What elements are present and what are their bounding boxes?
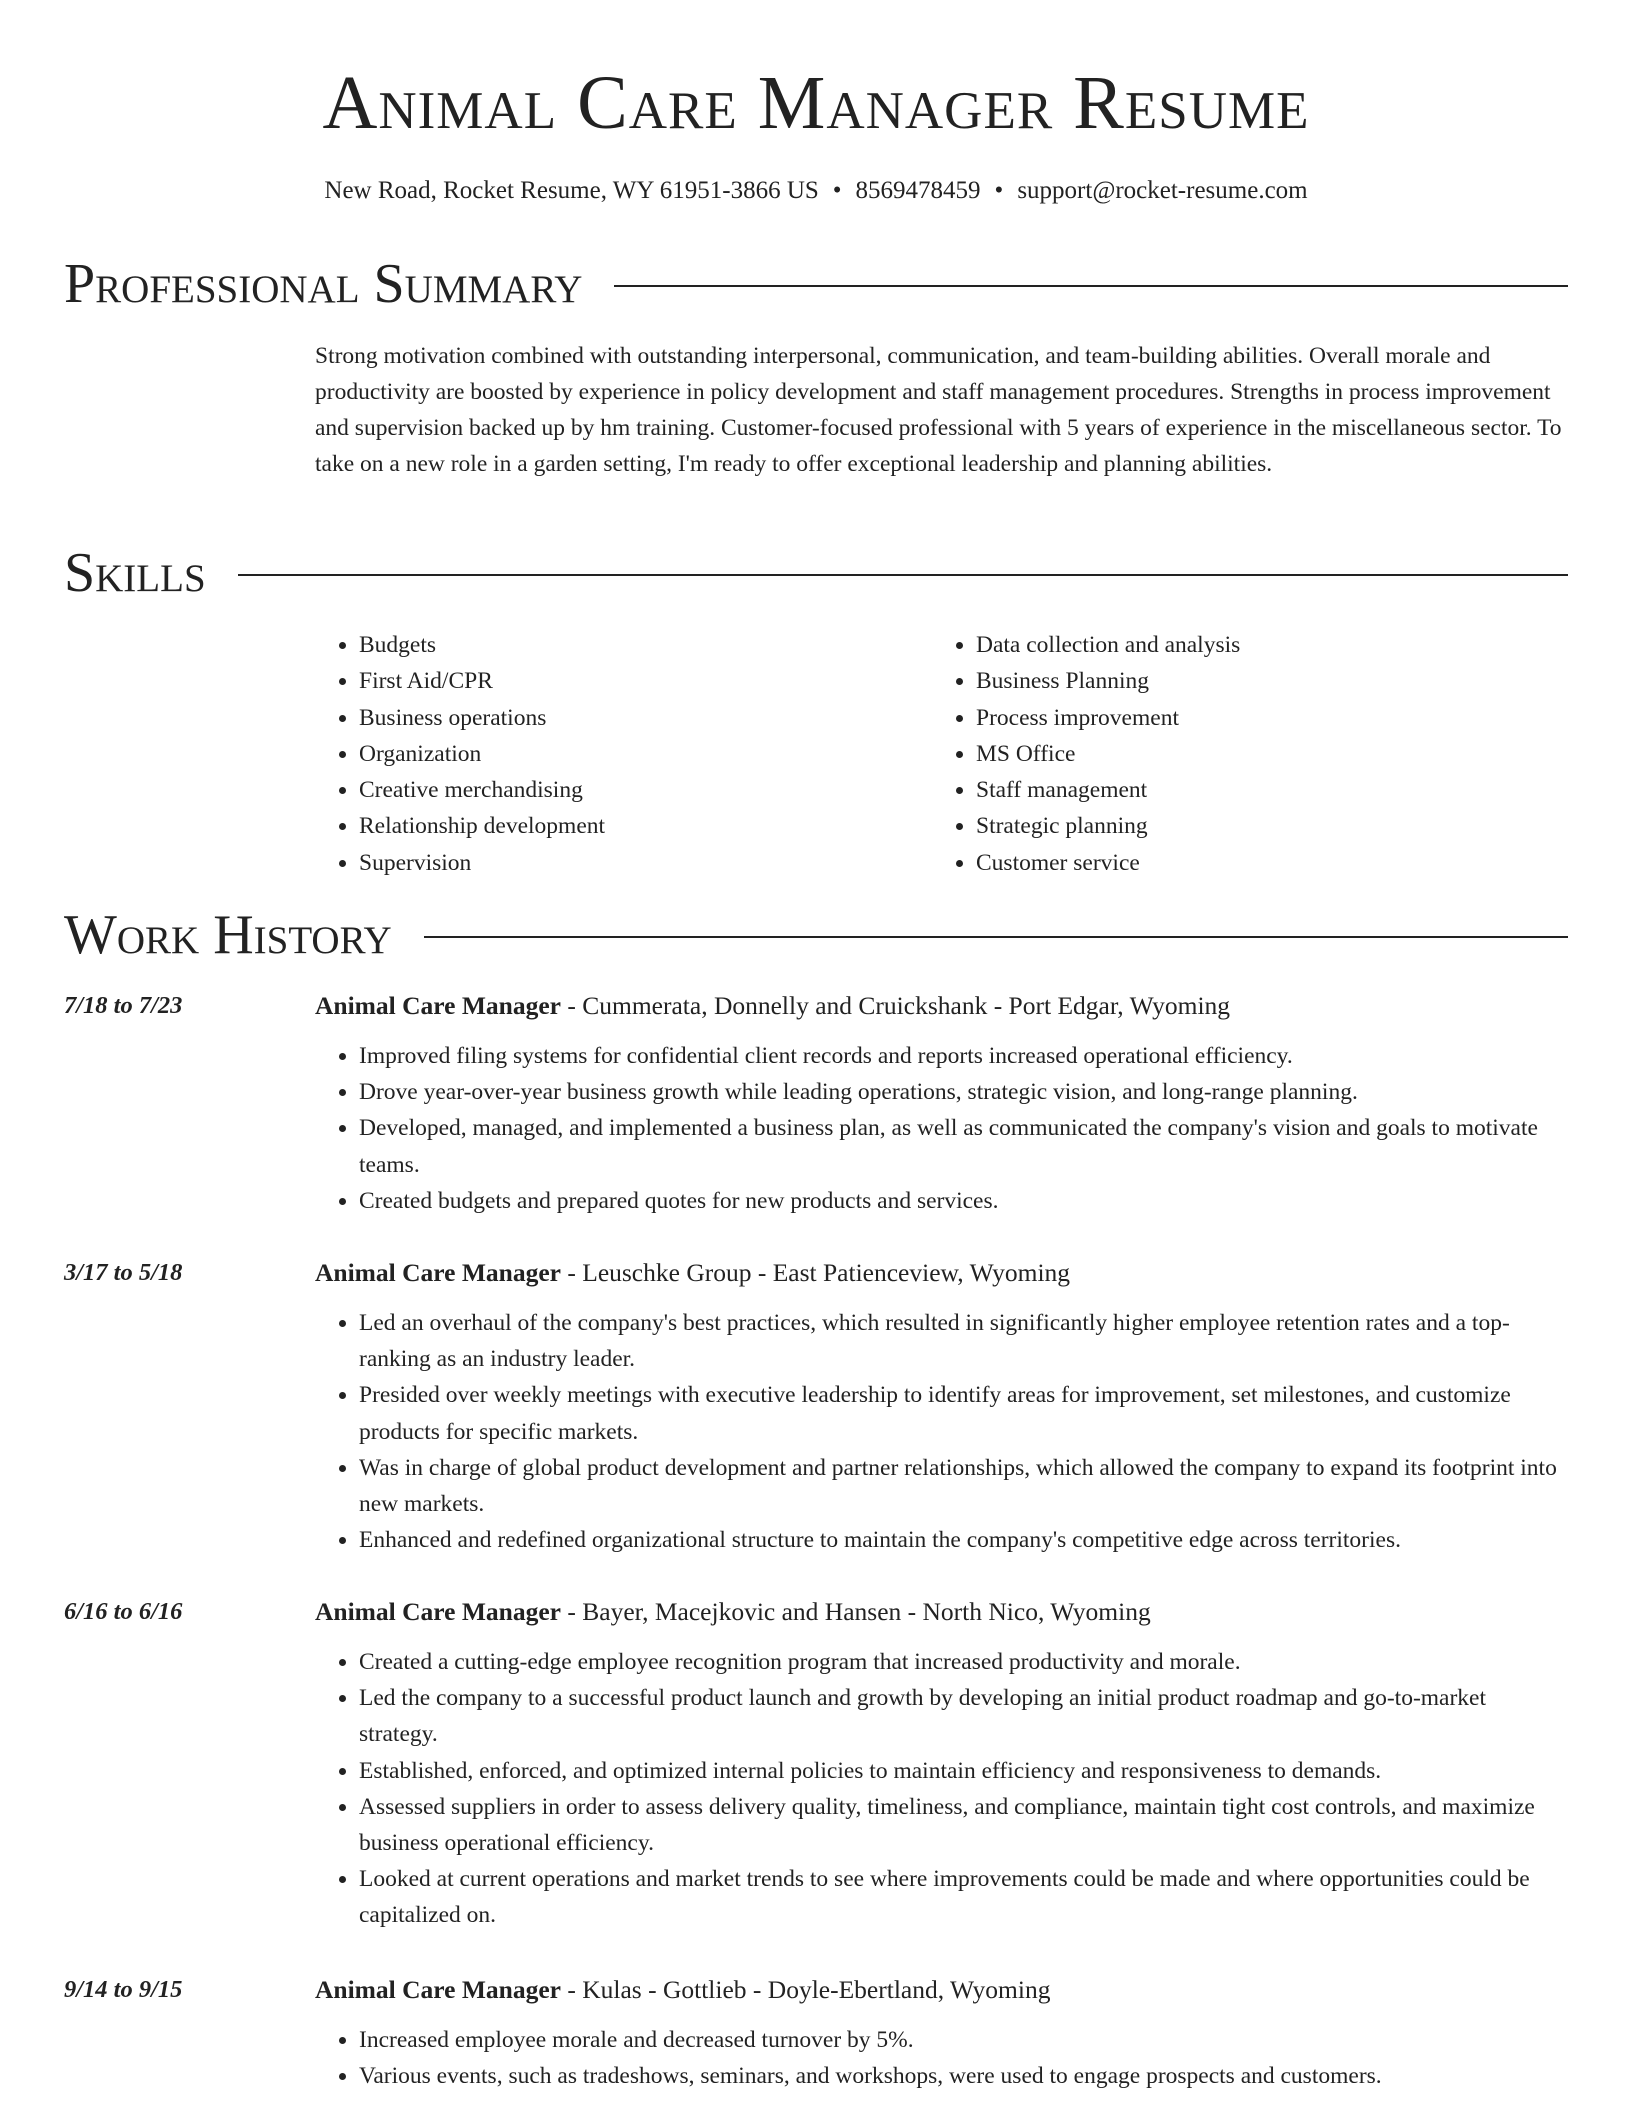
job-employer-location: - Kulas - Gottlieb - Doyle-Ebertland, Wyoming: [561, 1975, 1051, 2004]
skill-item: • Data collection and analysis: [976, 627, 1549, 663]
job-dates: 9/14 to 9/15: [64, 1976, 183, 2003]
skills-section-header: [64, 541, 1568, 605]
skill-item: • Organization: [359, 736, 932, 772]
job-bullet: • Looked at current operations and market trends to see where improvements could be made and where opportunities could be capitalized on.: [359, 1861, 1570, 1933]
skill-item: • Budgets: [359, 627, 932, 663]
job-employer-location: - Bayer, Macejkovic and Hansen - North Nico, Wyoming: [561, 1597, 1151, 1626]
job-bullet: • Various events, such as tradeshows, seminars, and workshops, were used to engage prospects and customers.: [359, 2058, 1570, 2094]
skill-item: • Strategic planning: [976, 808, 1549, 844]
contact-phone: 8569478459: [855, 177, 981, 204]
job-bullet: • Developed, managed, and implemented a business plan, as well as communicated the company's vision and goals to motivate teams.: [359, 1110, 1570, 1182]
skill-item: • Supervision: [359, 845, 932, 881]
summary-section-header: [64, 252, 1568, 316]
contact-separator: •: [994, 177, 1004, 204]
contact-email: support@rocket-resume.com: [1017, 177, 1308, 204]
job-employer-location: - Leuschke Group - East Patienceview, Wyoming: [561, 1258, 1071, 1287]
job-title: Animal Care Manager: [315, 1975, 561, 2004]
job-bullet: • Improved filing systems for confidential client records and reports increased operational efficiency.: [359, 1038, 1570, 1074]
skill-item: • Relationship development: [359, 808, 932, 844]
skills-column-left: [315, 627, 932, 881]
job-bullet: • Enhanced and redefined organizational structure to maintain the company's competitive edge across territories.: [359, 1522, 1570, 1558]
skill-item: • First Aid/CPR: [359, 663, 932, 699]
contact-separator: •: [832, 177, 842, 204]
job-bullet: • Established, enforced, and optimized internal policies to maintain efficiency and responsiveness to demands.: [359, 1753, 1570, 1789]
job-bullets: [315, 1305, 1570, 1558]
section-divider: [238, 574, 1568, 576]
job-dates: 3/17 to 5/18: [64, 1259, 183, 1286]
job-bullet: • Created a cutting-edge employee recognition program that increased productivity and morale.: [359, 1644, 1570, 1680]
work-heading: Work History: [64, 904, 392, 966]
job-bullet: • Created budgets and prepared quotes for new products and services.: [359, 1183, 1570, 1219]
summary-heading: Professional Summary: [64, 253, 583, 315]
skill-item: • Staff management: [976, 772, 1549, 808]
skills-list: [315, 627, 1570, 881]
skill-item: • Process improvement: [976, 700, 1549, 736]
skill-item: • Customer service: [976, 845, 1549, 881]
contact-address: New Road, Rocket Resume, WY 61951-3866 US: [324, 177, 819, 204]
skills-heading: Skills: [64, 542, 206, 604]
job-bullets: [315, 2022, 1570, 2094]
job-title: Animal Care Manager: [315, 1258, 561, 1287]
skill-item: • Business operations: [359, 700, 932, 736]
job-header: [315, 1255, 1570, 1291]
job-header: [315, 988, 1570, 1024]
job-title: Animal Care Manager: [315, 1597, 561, 1626]
summary-text: Strong motivation combined with outstanding interpersonal, communication, and team-building abilities. Overall morale and productivity are boosted by experience in policy development and staff management procedures. Strengths in process improvement and supervision backed up by hm training. Customer-focused professional with 5 years of experience in the miscellaneous sector. To take on a new role in a garden setting, I'm ready to offer exceptional leadership and planning abilities.: [315, 343, 1562, 477]
job-dates: 6/16 to 6/16: [64, 1598, 183, 1625]
job-bullet: • Led an overhaul of the company's best practices, which resulted in significantly higher employee retention rates and a top-ranking as an industry leader.: [359, 1305, 1570, 1377]
skill-item: • Creative merchandising: [359, 772, 932, 808]
section-divider: [424, 936, 1568, 938]
job-header: [315, 1972, 1570, 2008]
section-divider: [614, 285, 1568, 287]
job-bullet: • Led the company to a successful product launch and growth by developing an initial product roadmap and go-to-market strategy.: [359, 1680, 1570, 1752]
job-bullet: • Presided over weekly meetings with executive leadership to identify areas for improvement, set milestones, and customize products for specific markets.: [359, 1377, 1570, 1449]
job-bullets: [315, 1644, 1570, 1934]
job-title: Animal Care Manager: [315, 991, 561, 1020]
job-header: [315, 1594, 1570, 1630]
job-bullet: • Drove year-over-year business growth while leading operations, strategic vision, and long-range planning.: [359, 1074, 1570, 1110]
job-bullet: • Increased employee morale and decreased turnover by 5%.: [359, 2022, 1570, 2058]
skill-item: • Business Planning: [976, 663, 1549, 699]
job-bullets: [315, 1038, 1570, 1219]
skill-item: • MS Office: [976, 736, 1549, 772]
skills-column-right: [932, 627, 1549, 881]
work-section-header: [64, 903, 1568, 967]
job-dates: 7/18 to 7/23: [64, 992, 183, 1019]
job-bullet: • Assessed suppliers in order to assess delivery quality, timeliness, and compliance, maintain tight cost controls, and maximize business operational efficiency.: [359, 1789, 1570, 1861]
resume-title: Animal Care Manager Resume: [322, 61, 1310, 145]
job-bullet: • Was in charge of global product development and partner relationships, which allowed the company to expand its footprint into new markets.: [359, 1450, 1570, 1522]
job-employer-location: - Cummerata, Donnelly and Cruickshank - Port Edgar, Wyoming: [561, 991, 1231, 1020]
contact-line: [0, 174, 1632, 208]
